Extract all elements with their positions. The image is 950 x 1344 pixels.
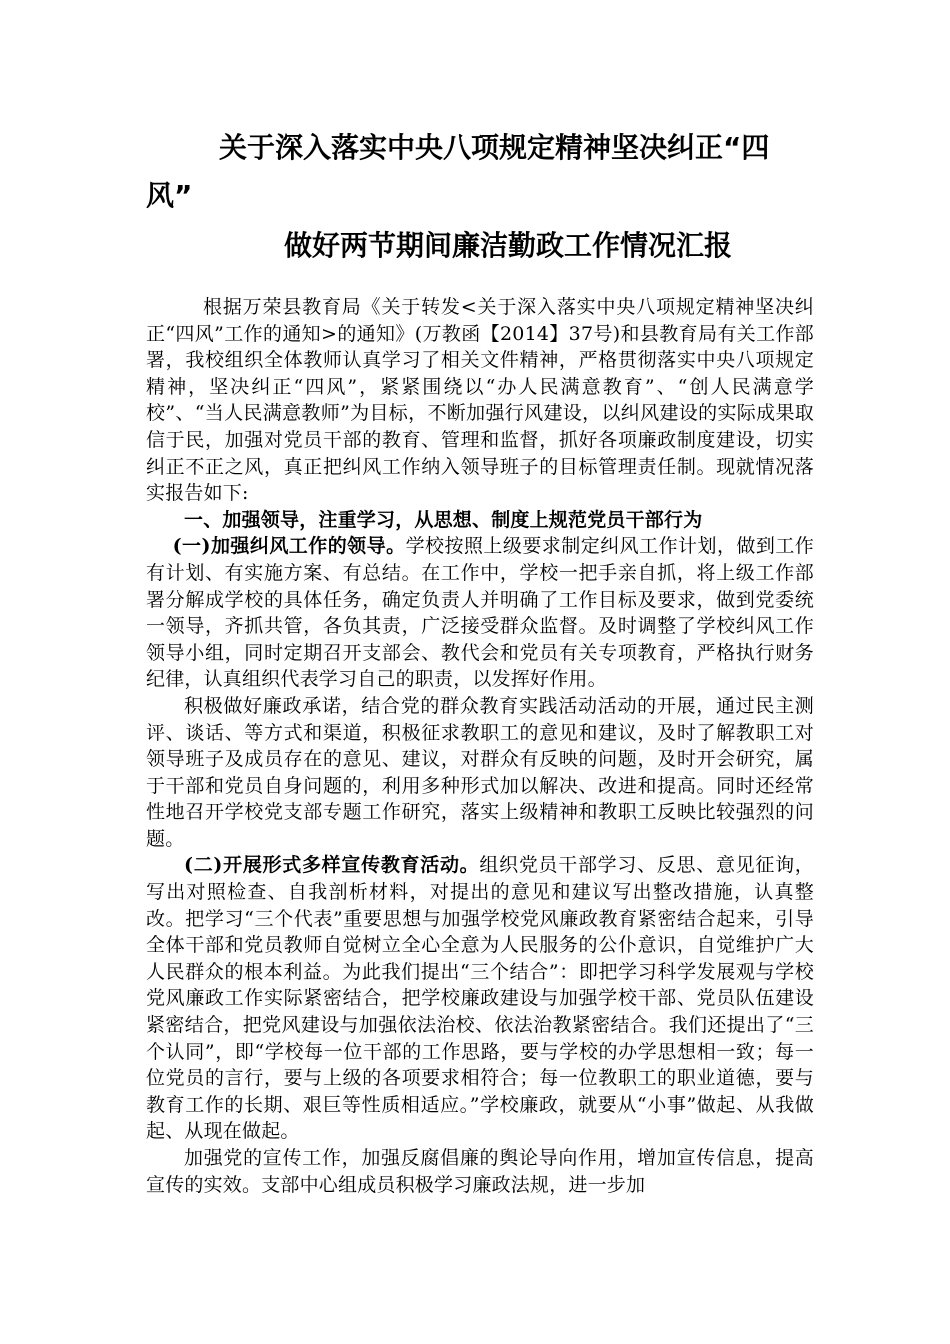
- subsection-1-body: 学校按照上级要求制定纠风工作计划，做到工作有计划、有实施方案、有总结。在工作中，学校一把手亲自抓，将上级工作部署分解成学校的具体任务，确定负责人并明确了工作目标及要求，做到党委统一领导，齐抓共管，各负其责，广泛接受群众监督。及时调整了学校纠风工作领导小组，同时定期召开支部会、教代会和党员有关专项教育，严格执行财务纪律，认真组织代表学习自己的职责，以发挥好作用。: [146, 535, 814, 691]
- subsection-1-paragraph: [146, 533, 814, 693]
- subsection-2-lead: (二)开展形式多样宣传教育活动。: [184, 854, 480, 877]
- subsection-2-paragraph: [146, 852, 814, 1145]
- document-title-line-3: 做好两节期间廉洁勤政工作情况汇报: [284, 229, 733, 262]
- subsection-2-body: 组织党员干部学习、反思、意见征询，写出对照检查、自我剖析材料，对提出的意见和建议写出整改措施，认真整改。把学习“三个代表”重要思想与加强学校党风廉政教育紧密结合起来，引导全体干部和党员教师自觉树立全心全意为人民服务的公仆意识，自觉维护广大人民群众的根本利益。为此我们提出“三个结合”：即把学习科学发展观与学校党风廉政工作实际紧密结合，把学校廉政建设与加强学校干部、党员队伍建设紧密结合，把党风建设与加强依法治校、依法治教紧密结合。我们还提出了“三个认同”，即“学校每一位干部的工作思路，要与学校的办学思想相一致；每一位党员的言行，要与上级的各项要求相符合；每一位教职工的职业道德，要与教育工作的长期、艰巨等性质相适应。”学校廉政，就要从“小事”做起、从我做起、从现在做起。: [146, 854, 814, 1143]
- publicity-paragraph: 加强党的宣传工作，加强反腐倡廉的舆论导向作用，增加宣传信息，提高宣传的实效。支部中心组成员积极学习廉政法规，进一步加: [146, 1147, 814, 1196]
- subsection-1-lead: (一)加强纠风工作的领导。: [172, 535, 406, 558]
- integrity-commitment-paragraph: 积极做好廉政承诺，结合党的群众教育实践活动活动的开展，通过民主测评、谈话、等方式和渠道，积极征求教职工的意见和建议，及时了解教职工对领导班子及成员存在的意见、建议，对群众有反映的问题，及时开会研究，属于干部和党员自身问题的，利用多种形式加以解决、改进和提高。同时还经常性地召开学校党支部专题工作研究，落实上级精神和教职工反映比较强烈的问题。: [146, 694, 814, 850]
- section-1-heading: 一、加强领导，注重学习，从思想、制度上规范党员干部行为: [184, 508, 703, 531]
- document-body: [146, 294, 814, 1198]
- intro-paragraph: 根据万荣县教育局《关于转发<关于深入落实中央八项规定精神坚决纠正“四风”工作的通知>的通知》(万教函【2014】37号)和县教育局有关工作部署，我校组织全体教师认真学习了相关文件精神，严格贯彻落实中央八项规定精神，坚决纠正“四风”，紧紧围绕以“办人民满意教育”、“创人民满意学校”、“当人民满意教师”为目标，不断加强行风建设，以纠风建设的实际成果取信于民，加强对党员干部的教育、管理和监督，抓好各项廉政制度建设，切实纠正不正之风，真正把纠风工作纳入领导班子的目标管理责任制。现就情况落实报告如下:: [146, 296, 814, 505]
- document-title-line-1: 关于深入落实中央八项规定精神坚决纠正“四: [219, 131, 770, 164]
- document-title-line-2: 风”: [146, 179, 193, 212]
